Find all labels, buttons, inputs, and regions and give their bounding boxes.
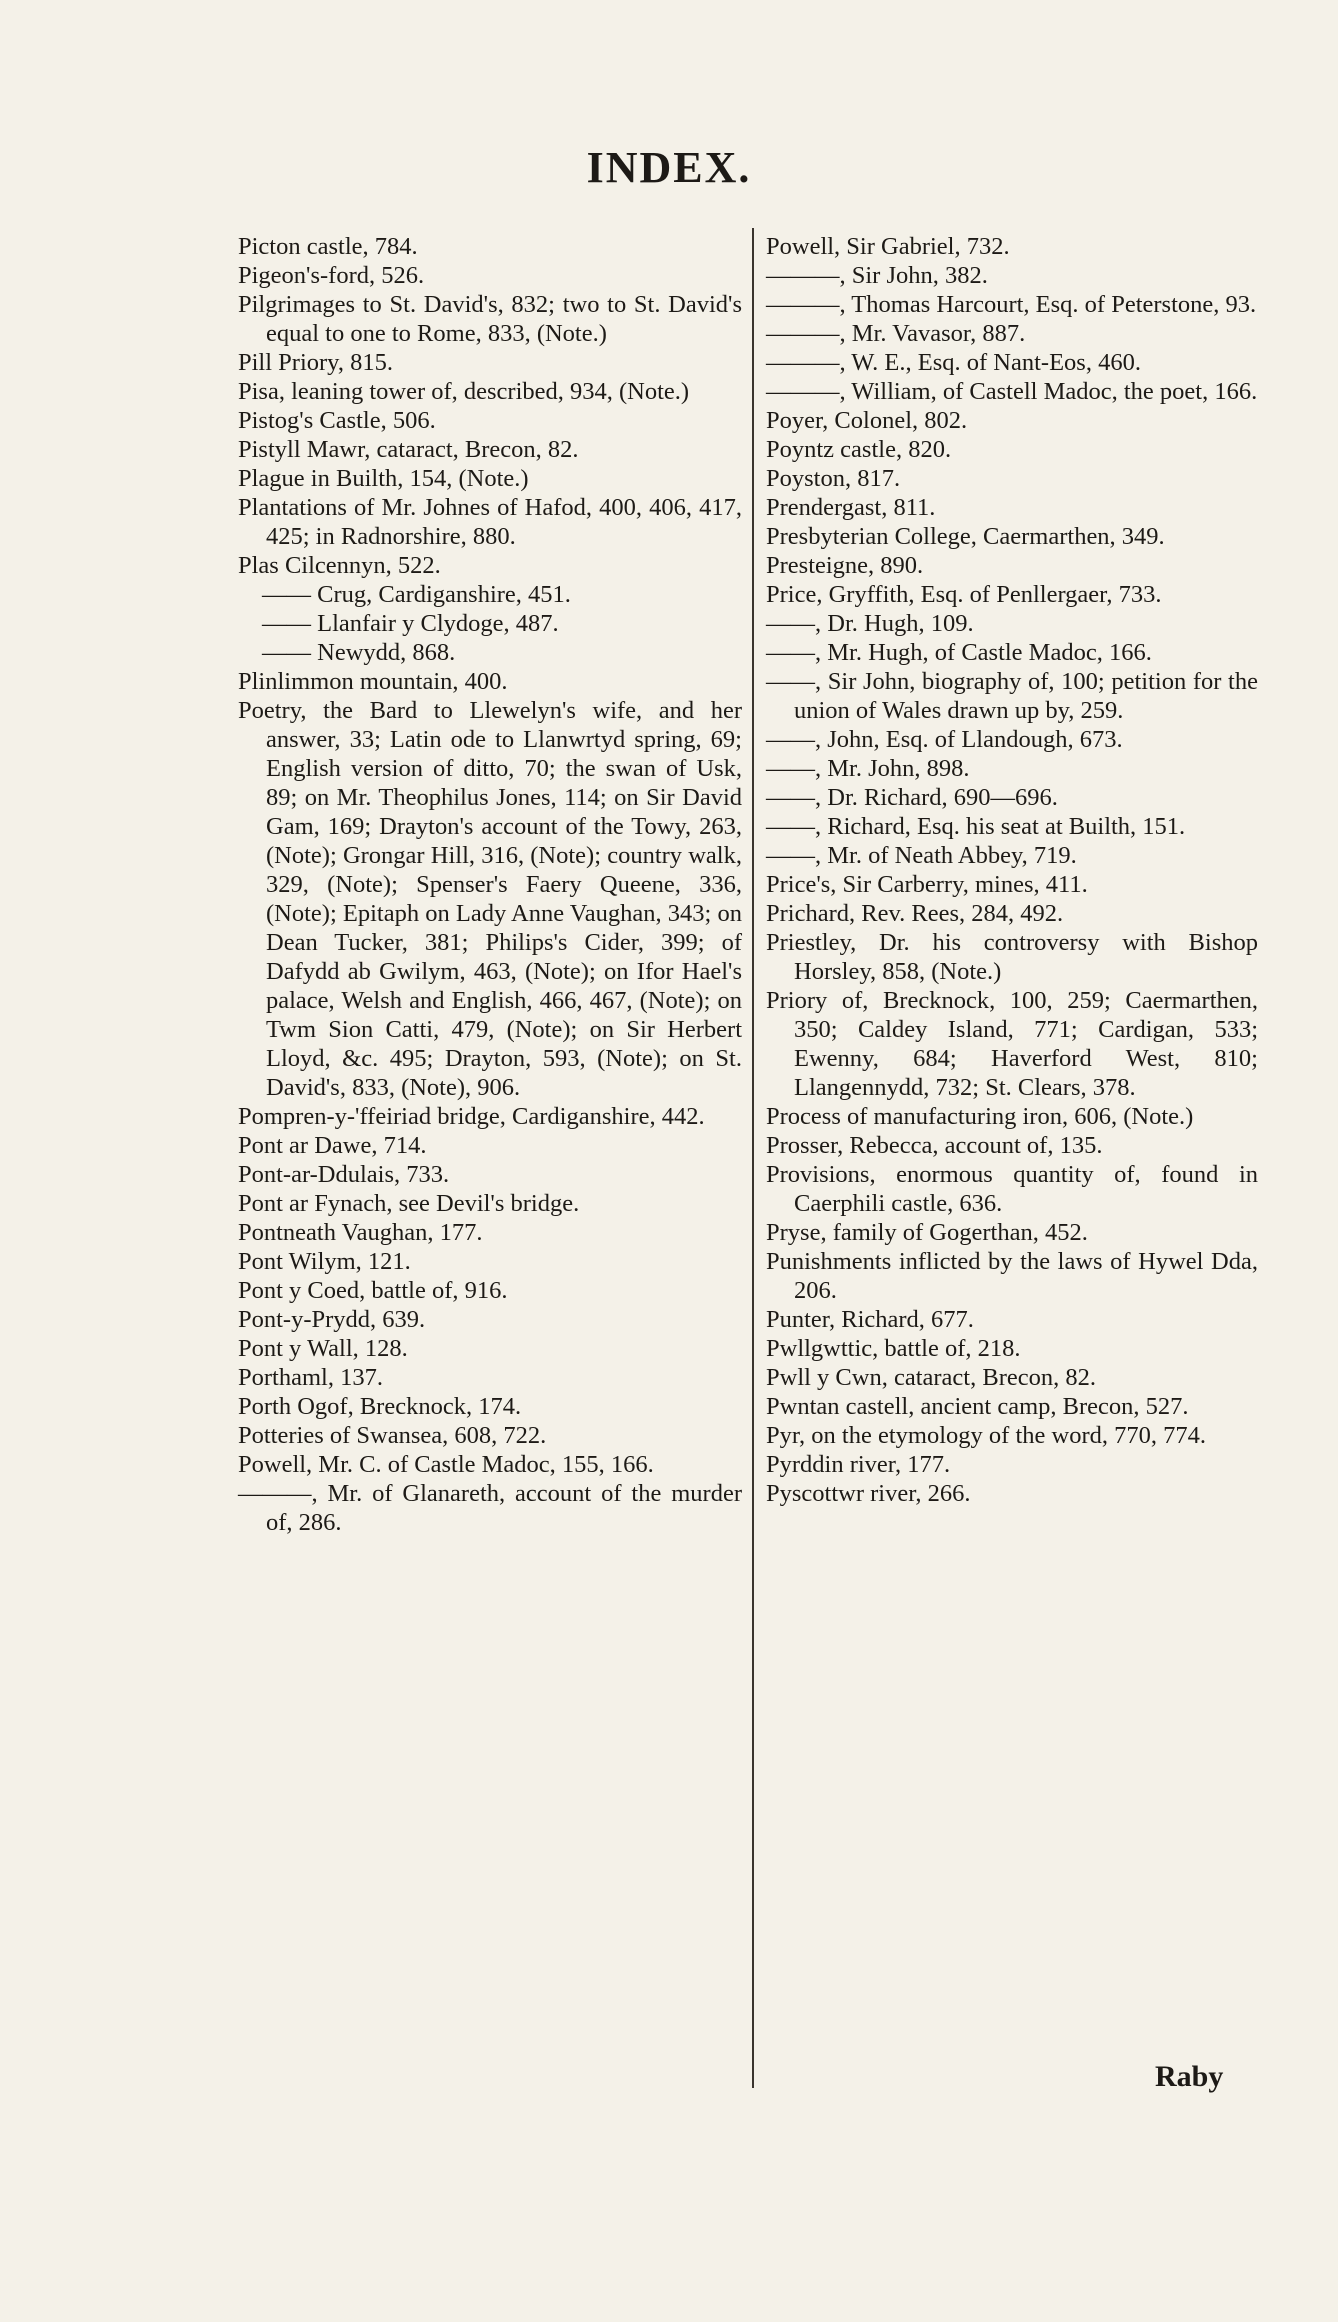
index-entry: Pistog's Castle, 506. — [238, 407, 436, 434]
index-entry: Provisions, enormous quantity of, found in Caerphili castle, 636. — [766, 1161, 1258, 1217]
index-entry: Powell, Sir Gabriel, 732. — [766, 233, 1010, 260]
index-entry: Pontneath Vaughan, 177. — [238, 1219, 483, 1246]
index-entry: Pont ar Fynach, see Devil's bridge. — [238, 1190, 580, 1217]
index-entry: Porth Ogof, Brecknock, 174. — [238, 1393, 522, 1420]
index-entry: Pont-y-Prydd, 639. — [238, 1306, 426, 1333]
index-entry: Potteries of Swansea, 608, 722. — [238, 1422, 547, 1449]
index-entry: Pwllgwttic, battle of, 218. — [766, 1335, 1021, 1362]
index-entry: Poyntz castle, 820. — [766, 436, 952, 463]
index-entry: Price's, Sir Carberry, mines, 411. — [766, 871, 1088, 898]
index-entry: Powell, Mr. C. of Castle Madoc, 155, 166. — [238, 1451, 654, 1478]
index-entry: ——, Mr. John, 898. — [766, 755, 970, 782]
index-entry: ———, Sir John, 382. — [766, 262, 988, 289]
index-entry: ———, W. E., Esq. of Nant-Eos, 460. — [766, 349, 1141, 376]
index-entry: Process of manufacturing iron, 606, (Note.) — [766, 1103, 1194, 1130]
index-entry: Pwntan castell, ancient camp, Brecon, 527. — [766, 1393, 1189, 1420]
index-entry: ———, William, of Castell Madoc, the poet, 166. — [766, 378, 1258, 405]
index-entry: Priory of, Brecknock, 100, 259; Caermarthen, 350; Caldey Island, 771; Cardigan, 533; Ewenny, 684; Haverford West, 810; Llangennydd, 732; St. Clears, 378. — [766, 987, 1258, 1101]
index-entry: Plantations of Mr. Johnes of Hafod, 400, 406, 417, 425; in Radnorshire, 880. — [238, 494, 742, 550]
index-entry: ——, Mr. Hugh, of Castle Madoc, 166. — [766, 639, 1152, 666]
index-entry: Punishments inflicted by the laws of Hywel Dda, 206. — [766, 1248, 1258, 1304]
index-entry: ——, Mr. of Neath Abbey, 719. — [766, 842, 1077, 869]
index-entry: Plinlimmon mountain, 400. — [238, 668, 508, 695]
index-entry: Picton castle, 784. — [238, 233, 418, 260]
index-entry: Poyer, Colonel, 802. — [766, 407, 968, 434]
index-entry: Presteigne, 890. — [766, 552, 924, 579]
right-column — [766, 232, 1258, 1508]
index-subentry: —— Newydd, 868. — [262, 639, 456, 666]
index-entry: Pont Wilym, 121. — [238, 1248, 411, 1275]
index-entry: ———, Mr. of Glanareth, account of the murder of, 286. — [238, 1480, 742, 1536]
index-entry: Pyrddin river, 177. — [766, 1451, 951, 1478]
index-subentry: —— Crug, Cardiganshire, 451. — [262, 581, 571, 608]
index-entry: ——, Sir John, biography of, 100; petition for the union of Wales drawn up by, 259. — [766, 668, 1258, 724]
index-entry: Pont ar Dawe, 714. — [238, 1132, 427, 1159]
index-entry: Priestley, Dr. his controversy with Bishop Horsley, 858, (Note.) — [766, 929, 1258, 985]
index-entry: Presbyterian College, Caermarthen, 349. — [766, 523, 1165, 550]
index-entry: Price, Gryffith, Esq. of Penllergaer, 733. — [766, 581, 1162, 608]
left-column — [238, 232, 742, 1537]
index-entry: Pyscottwr river, 266. — [766, 1480, 971, 1507]
index-entry: ———, Mr. Vavasor, 887. — [766, 320, 1026, 347]
index-entry: Prendergast, 811. — [766, 494, 936, 521]
index-entry: Pont y Coed, battle of, 916. — [238, 1277, 508, 1304]
index-entry: ——, Dr. Hugh, 109. — [766, 610, 974, 637]
index-entry: Pisa, leaning tower of, described, 934, (Note.) — [238, 378, 690, 405]
index-entry: Poyston, 817. — [766, 465, 901, 492]
catchword: Raby — [1155, 2060, 1224, 2093]
index-entry: Prosser, Rebecca, account of, 135. — [766, 1132, 1103, 1159]
index-entry: Poetry, the Bard to Llewelyn's wife, and her answer, 33; Latin ode to Llanwrtyd spring, 69; English version of ditto, 70; the swan of Usk, 89; on Mr. Theophilus Jones, 114; on Sir David Gam, 169; Drayton's account of the Towy, 263, (Note); Grongar Hill, 316, (Note); country walk, 329, (Note); Spenser's Faery Queene, 336, (Note); Epitaph on Lady Anne Vaughan, 343; on Dean Tucker, 381; Philips's Cider, 399; of Dafydd ab Gwilym, 463, (Note); on Ifor Hael's palace, Welsh and English, 466, 467, (Note); on Twm Sion Catti, 479, (Note); on Sir Herbert Lloyd, &c. 495; Drayton, 593, (Note); on St. David's, 833, (Note), 906. — [238, 697, 742, 1101]
index-entry: Pompren-y-'ffeiriad bridge, Cardiganshire, 442. — [238, 1103, 705, 1130]
index-entry: Pilgrimages to St. David's, 832; two to St. David's equal to one to Rome, 833, (Note.) — [238, 291, 742, 347]
index-entry: Punter, Richard, 677. — [766, 1306, 974, 1333]
index-entry: Plague in Builth, 154, (Note.) — [238, 465, 529, 492]
index-entry: Porthaml, 137. — [238, 1364, 383, 1391]
index-entry: Pont y Wall, 128. — [238, 1335, 408, 1362]
page-title: INDEX. — [586, 143, 752, 192]
index-entry: Pistyll Mawr, cataract, Brecon, 82. — [238, 436, 579, 463]
index-entry: Pill Priory, 815. — [238, 349, 393, 376]
index-entry: Pigeon's-ford, 526. — [238, 262, 425, 289]
index-entry: Pryse, family of Gogerthan, 452. — [766, 1219, 1088, 1246]
index-entry: Prichard, Rev. Rees, 284, 492. — [766, 900, 1064, 927]
index-entry: ———, Thomas Harcourt, Esq. of Peterstone, 93. — [766, 291, 1257, 318]
index-entry: Pwll y Cwn, cataract, Brecon, 82. — [766, 1364, 1096, 1391]
index-entry: ——, Dr. Richard, 690—696. — [766, 784, 1058, 811]
index-entry: Plas Cilcennyn, 522. — [238, 552, 441, 579]
index-entry: Pyr, on the etymology of the word, 770, 774. — [766, 1422, 1206, 1449]
index-entry: Pont-ar-Ddulais, 733. — [238, 1161, 450, 1188]
index-subentry: —— Llanfair y Clydoge, 487. — [262, 610, 559, 637]
index-entry: ——, John, Esq. of Llandough, 673. — [766, 726, 1123, 753]
index-entry: ——, Richard, Esq. his seat at Builth, 151. — [766, 813, 1186, 840]
column-divider — [752, 228, 754, 2088]
